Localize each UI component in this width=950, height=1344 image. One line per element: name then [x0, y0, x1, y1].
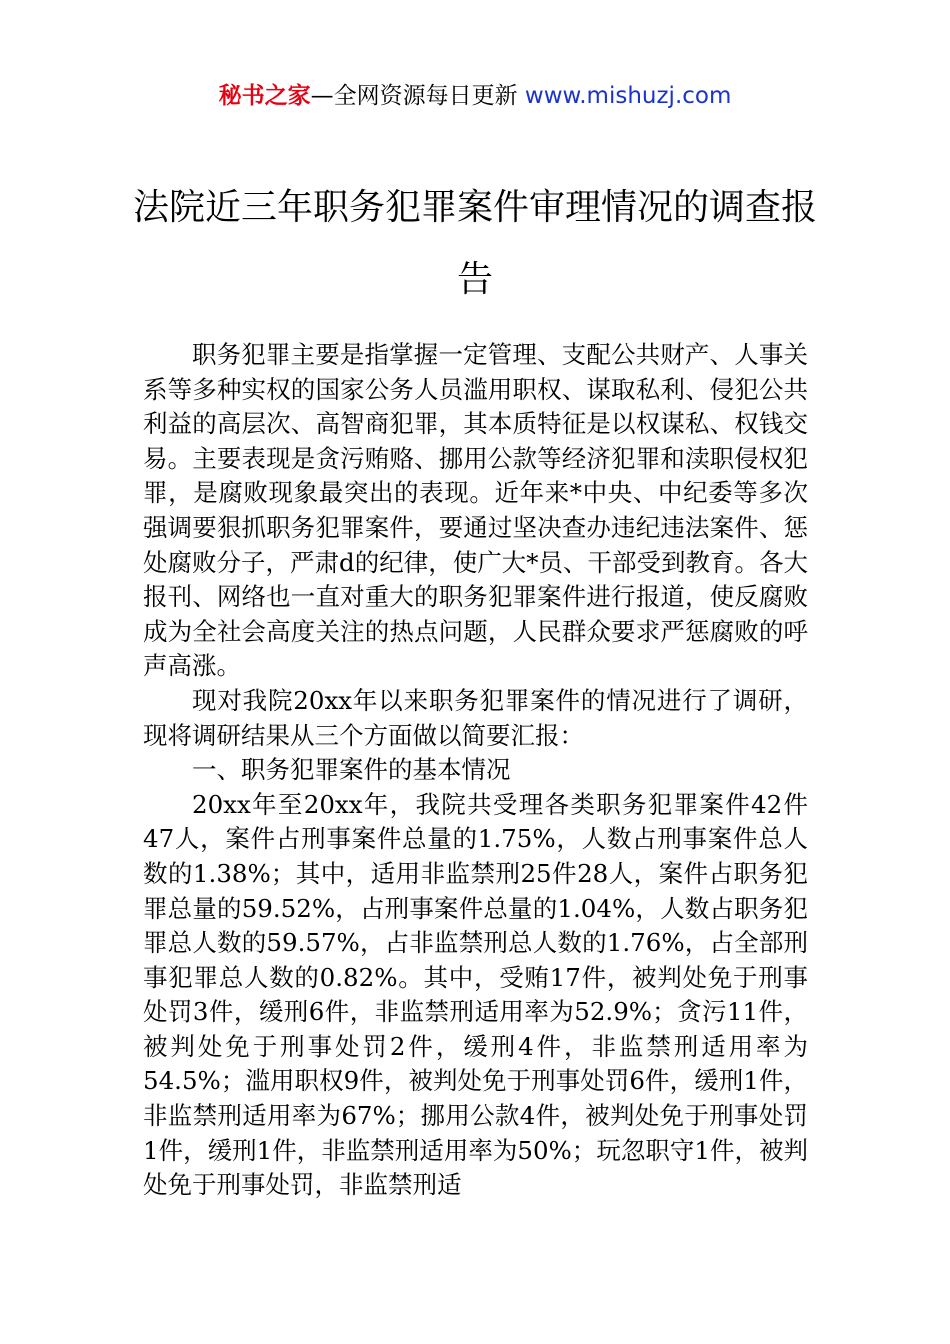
site-header — [0, 80, 950, 112]
body-paragraph: 职务犯罪主要是指掌握一定管理、支配公共财产、人事关系等多种实权的国家公务人员滥用职权、谋取私利、侵犯公共利益的高层次、高智商犯罪，其本质特征是以权谋私、权钱交易。主要表现是贪污贿赂、挪用公款等经济犯罪和渎职侵权犯罪，是腐败现象最突出的表现。近年来*中央、中纪委等多次强调要狠抓职务犯罪案件，要通过坚决查办违纪违法案件、惩处腐败分子，严肃d的纪律，使广大*员、干部受到教育。各大报刊、网络也一直对重大的职务犯罪案件进行报道，使反腐败成为全社会高度关注的热点问题，人民群众要求严惩腐败的呼声高涨。 — [143, 340, 808, 681]
body-paragraph: 20xx年至20xx年，我院共受理各类职务犯罪案件42件47人，案件占刑事案件总量的1.75%，人数占刑事案件总人数的1.38%；其中，适用非监禁刑25件28人，案件占职务犯罪总量的59.52%，占刑事案件总量的1.04%，人数占职务犯罪总人数的59.57%，占非监禁刑总人数的1.76%，占全部刑事犯罪总人数的0.82%。其中，受贿17件，被判处免于刑事处罚3件，缓刑6件，非监禁刑适用率为52.9%；贪污11件，被判处免于刑事处罚2件，缓刑4件，非监禁刑适用率为54.5%；滥用职权9件，被判处免于刑事处罚6件，缓刑1件，非监禁刑适用率为67%；挪用公款4件，被判处免于刑事处罚1件，缓刑1件，非监禁刑适用率为50%；玩忽职守1件，被判处免于刑事处罚，非监禁刑适 — [143, 789, 808, 1200]
document-body — [143, 338, 808, 1203]
site-brand: 秘书之家 — [218, 83, 311, 109]
site-url-link[interactable]: www.mishuzj.com — [524, 83, 732, 109]
document-title: 法院近三年职务犯罪案件审理情况的调查报告 — [132, 187, 817, 300]
body-paragraph: 现对我院20xx年以来职务犯罪案件的情况进行了调研，现将调研结果从三个方面做以简要汇报： — [143, 685, 808, 750]
site-tagline: —全网资源每日更新 — [310, 83, 525, 109]
section-heading: 一、职务犯罪案件的基本情况 — [192, 755, 511, 785]
